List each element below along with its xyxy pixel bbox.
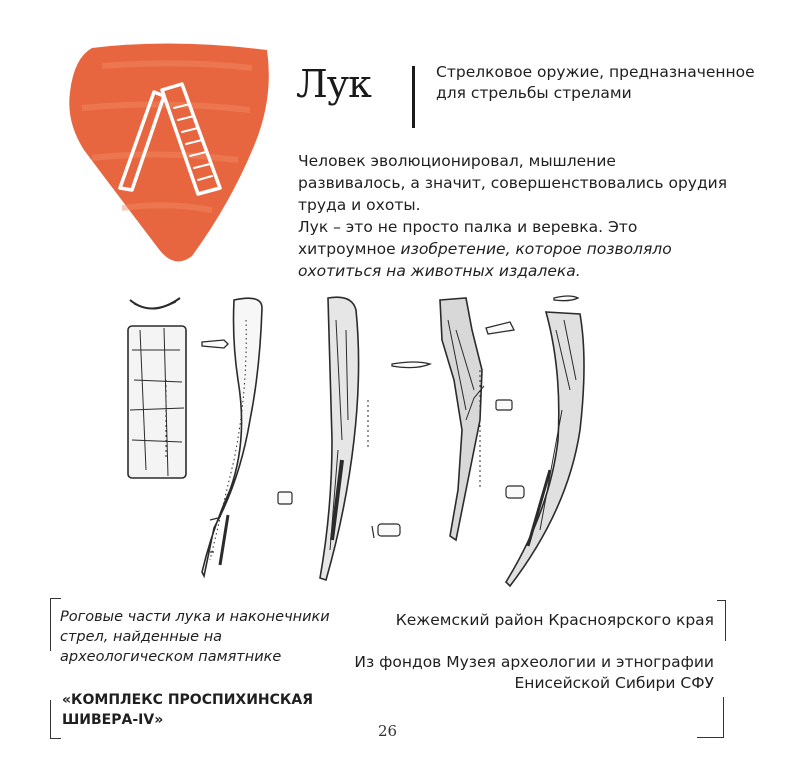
bow-limb-2: [320, 297, 359, 580]
figure-caption: Роговые части лука и наконечники стрел, найденные на археологическом памятнике: [60, 609, 330, 665]
body-paragraph-2-text: Лук – это не просто палка и веревка. Это хитроумное: [298, 218, 638, 258]
letter-badge: [62, 38, 274, 270]
bow-limb-1: [202, 298, 262, 576]
site-name: «КОМПЛЕКС ПРОСПИХИНСКАЯ ШИВЕРА-IV»: [62, 692, 313, 728]
title-definition: Стрелковое оружие, предназначенное для стрельбы стрелами: [436, 63, 755, 102]
page-title: Лук: [296, 62, 371, 106]
site-bracket: [50, 700, 61, 739]
badge-letter-text: Л: [62, 38, 63, 39]
artifacts-illustration: [110, 290, 610, 600]
source-caption: Из фондов Музея археологии и этнографии Енисейской Сибири СФУ: [354, 653, 714, 692]
corner-bracket: [697, 697, 724, 738]
title-divider: [412, 66, 415, 128]
body-paragraph-1: Человек эволюционировал, мышление развивалось, а значит, совершенствовались орудия труда и охоты.: [298, 152, 728, 214]
body-paragraph-2-emphasis: изобретение, которое позволяло охотиться на животных издалека.: [298, 240, 672, 280]
body-paragraph-2: [298, 216, 728, 282]
region-caption: Кежемский район Красноярского края: [395, 611, 714, 629]
region-bracket: [717, 600, 726, 641]
bow-limb-4: [506, 312, 584, 586]
horn-plate: [128, 326, 186, 478]
page-number: 26: [378, 722, 398, 740]
bow-limb-3: [440, 298, 484, 540]
